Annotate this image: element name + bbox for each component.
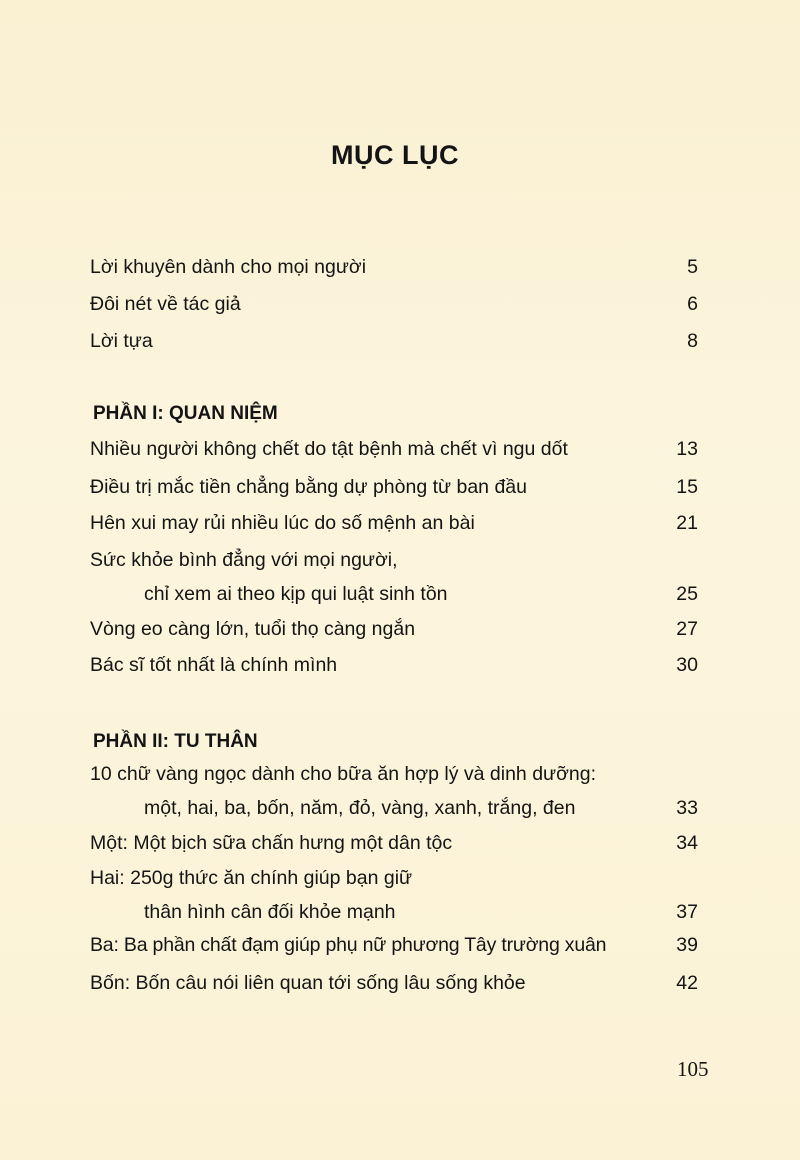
toc-entry-page: 39: [676, 934, 698, 956]
toc-entry: [90, 861, 698, 929]
toc-entry-page: 34: [676, 832, 698, 854]
toc-entry-text: Bác sĩ tốt nhất là chính mình: [90, 654, 338, 676]
toc-entry-page: 25: [676, 583, 698, 605]
toc-entry-page: 5: [687, 256, 698, 278]
toc-entry-page: 13: [676, 438, 698, 460]
toc-entry-continuation: một, hai, ba, bốn, năm, đỏ, vàng, xanh, trắng, đen: [144, 797, 576, 819]
toc-entry-text: Vòng eo càng lớn, tuổi thọ càng ngắn: [90, 618, 416, 640]
toc-entry: [90, 324, 698, 358]
toc-entry: [90, 250, 698, 284]
toc-entry-page: 8: [687, 330, 698, 352]
toc-entry: [90, 757, 698, 825]
toc-entry: [90, 826, 698, 860]
page-title: MỤC LỤC: [331, 140, 459, 170]
toc-entry-text: Một: Một bịch sữa chấn hưng một dân tộc: [90, 832, 453, 854]
section-heading-part1: PHẦN I: QUAN NIỆM: [93, 403, 278, 424]
toc-entry: [90, 432, 698, 466]
toc-entry: [90, 928, 698, 962]
toc-entry-text: Hai: 250g thức ăn chính giúp bạn giữ: [90, 867, 413, 889]
toc-entry-page: 37: [676, 901, 698, 923]
toc-entry-text: Đôi nét về tác giả: [90, 293, 241, 315]
toc-entry-page: 30: [676, 654, 698, 676]
toc-entry-page: 42: [676, 972, 698, 994]
toc-entry-text: 10 chữ vàng ngọc dành cho bữa ăn hợp lý và dinh dưỡng:: [90, 763, 596, 785]
toc-entry-continuation: thân hình cân đối khỏe mạnh: [144, 901, 396, 923]
toc-entry-text: Bốn: Bốn câu nói liên quan tới sống lâu sống khỏe: [90, 972, 526, 994]
toc-entry-page: 6: [687, 293, 698, 315]
section-heading-part2: PHẦN II: TU THÂN: [93, 731, 258, 752]
toc-entry: [90, 966, 698, 1000]
toc-entry-continuation: chỉ xem ai theo kịp qui luật sinh tồn: [144, 583, 448, 605]
toc-entry: [90, 287, 698, 321]
toc-entry: [90, 543, 698, 611]
toc-entry: [90, 506, 698, 540]
toc-entry-text: Ba: Ba phần chất đạm giúp phụ nữ phương Tây trường xuân: [90, 934, 607, 956]
toc-entry-text: Lời tựa: [90, 330, 153, 352]
toc-entry-text: Lời khuyên dành cho mọi người: [90, 256, 367, 278]
toc-entry-page: 21: [676, 512, 698, 534]
page-number: 105: [677, 1057, 709, 1081]
toc-entry: [90, 470, 698, 504]
toc-entry-text: Điều trị mắc tiền chẳng bằng dự phòng từ ban đầu: [90, 476, 527, 498]
toc-entry-text: Nhiều người không chết do tật bệnh mà chết vì ngu dốt: [90, 438, 568, 460]
toc-entry: [90, 612, 698, 646]
toc-entry-page: 33: [676, 797, 698, 819]
toc-entry-page: 27: [676, 618, 698, 640]
toc-entry: [90, 648, 698, 682]
toc-entry-text: Sức khỏe bình đẳng với mọi người,: [90, 549, 398, 571]
toc-entry-page: 15: [676, 476, 698, 498]
toc-entry-text: Hên xui may rủi nhiều lúc do số mệnh an bài: [90, 512, 475, 534]
